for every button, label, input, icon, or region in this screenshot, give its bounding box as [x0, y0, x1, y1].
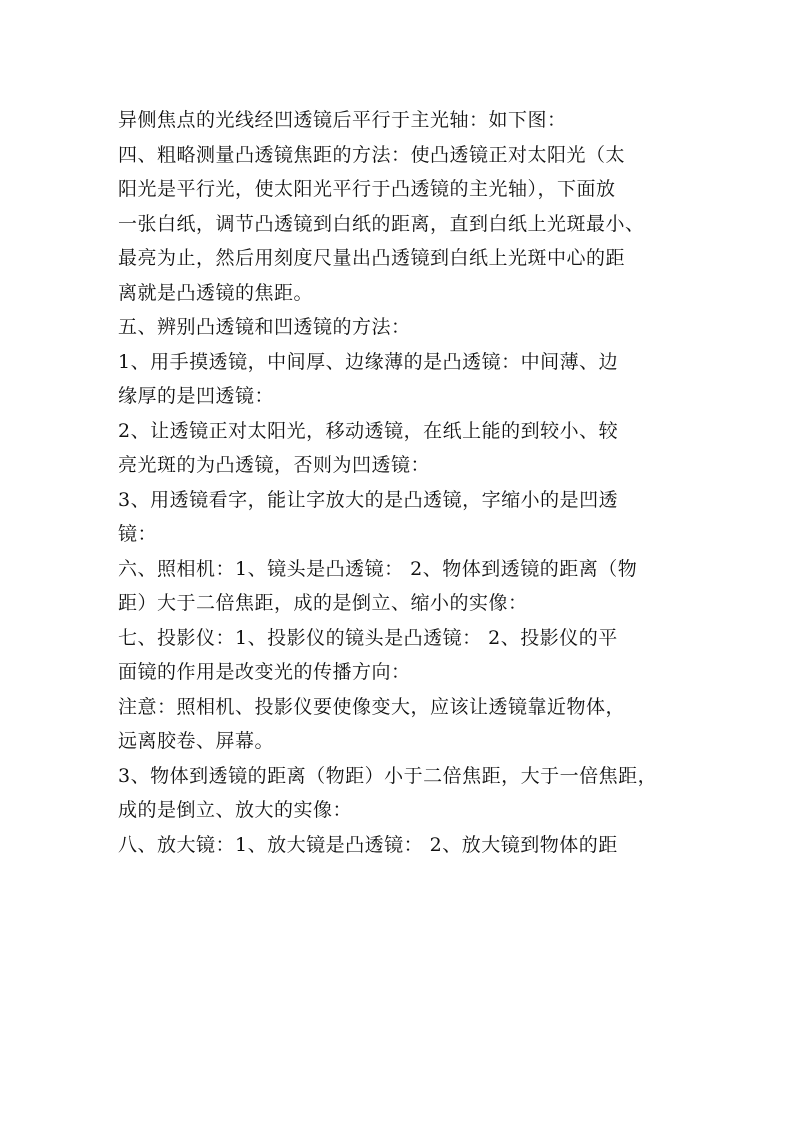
text-line: 注意：照相机、投影仪要使像变大，应该让透镜靠近物体，	[118, 695, 626, 718]
text-line: 四、粗略测量凸透镜焦距的方法：使凸透镜正对太阳光（太	[118, 143, 626, 166]
text-line: 离就是凸透镜的焦距。	[118, 281, 314, 304]
text-line: 最亮为止，然后用刻度尺量出凸透镜到白纸上光斑中心的距	[118, 247, 626, 269]
text-line: 2、让透镜正对太阳光，移动透镜，在纸上能的到较小、较	[118, 419, 619, 442]
text-line: 八、放大镜：1、放大镜是凸透镜： 2、放大镜到物体的距	[118, 833, 618, 856]
document-body	[118, 103, 698, 862]
text-line: 五、辨别凸透镜和凹透镜的方法：	[118, 316, 411, 338]
text-line: 3、物体到透镜的距离（物距）小于二倍焦距，大于一倍焦距，	[118, 764, 658, 787]
text-line: 七、投影仪：1、投影仪的镜头是凸透镜： 2、投影仪的平	[118, 626, 618, 649]
text-line: 3、用透镜看字，能让字放大的是凸透镜，字缩小的是凹透	[118, 488, 619, 511]
text-line: 六、照相机：1、镜头是凸透镜： 2、物体到透镜的距离（物	[118, 557, 638, 580]
text-line: 面镜的作用是改变光的传播方向：	[118, 661, 411, 683]
text-line: 异侧焦点的光线经凹透镜后平行于主光轴：如下图：	[118, 109, 567, 131]
text-line: 缘厚的是凹透镜：	[118, 385, 275, 407]
text-line: 一张白纸，调节凸透镜到白纸的距离，直到白纸上光斑最小、	[118, 212, 645, 235]
text-line: 亮光斑的为凸透镜，否则为凹透镜：	[118, 454, 431, 476]
text-line: 远离胶卷、屏幕。	[118, 730, 275, 752]
text-line: 距）大于二倍焦距，成的是倒立、缩小的实像：	[118, 592, 528, 614]
text-line: 阳光是平行光，使太阳光平行于凸透镜的主光轴），下面放	[118, 178, 616, 200]
text-line: 成的是倒立、放大的实像：	[118, 799, 353, 821]
text-line: 1、用手摸透镜，中间厚、边缘薄的是凸透镜：中间薄、边	[118, 350, 619, 373]
text-line: 镜：	[118, 523, 158, 545]
